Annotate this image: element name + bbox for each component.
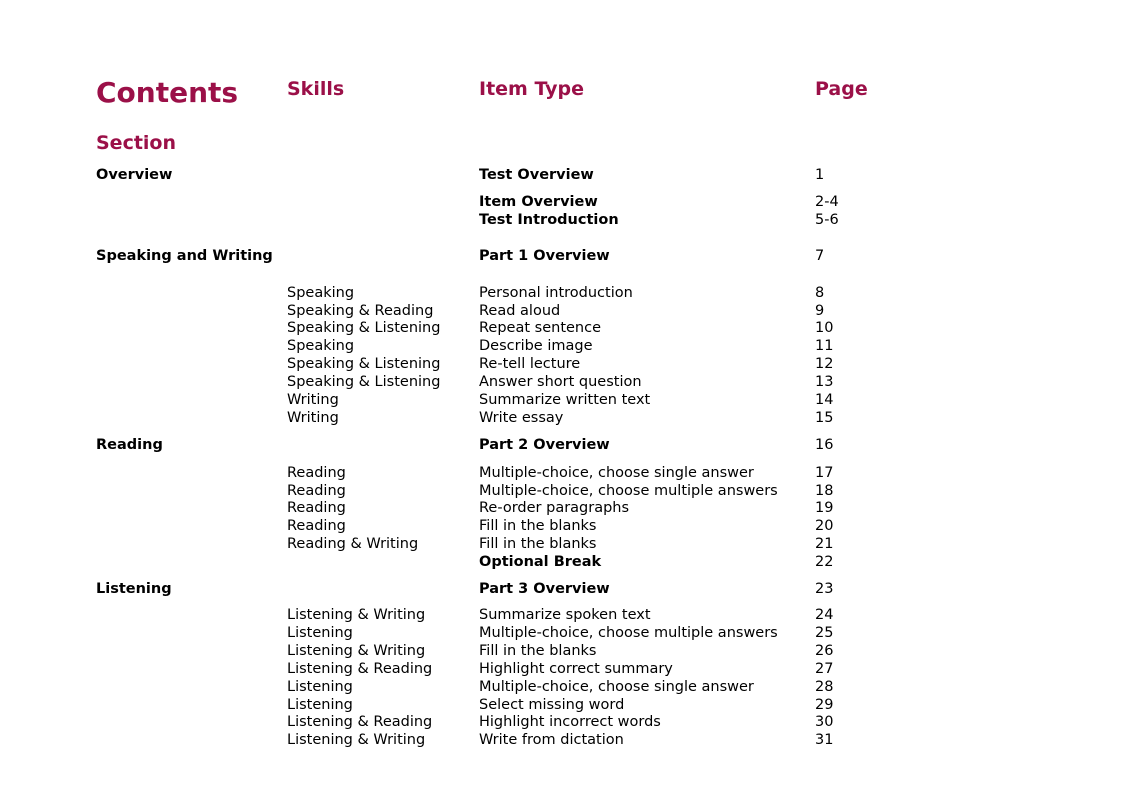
row-skill: Listening & Writing: [287, 732, 426, 748]
row-page-number: 30: [815, 714, 834, 730]
row-item-type: Part 2 Overview: [479, 437, 610, 453]
row-skill: Listening: [287, 625, 353, 641]
row-item-type: Read aloud: [479, 303, 561, 319]
row-page-number: 1: [815, 167, 825, 183]
row-section: Listening: [96, 581, 172, 597]
row-item-type: Multiple-choice, choose single answer: [479, 465, 754, 481]
row-page-number: 22: [815, 554, 834, 570]
row-item-type: Highlight incorrect words: [479, 714, 661, 730]
row-skill: Listening: [287, 679, 353, 695]
row-item-type: Multiple-choice, choose multiple answers: [479, 483, 778, 499]
row-section: Overview: [96, 167, 173, 183]
row-skill: Writing: [287, 392, 339, 408]
row-skill: Speaking & Reading: [287, 303, 434, 319]
row-item-type: Personal introduction: [479, 285, 633, 301]
row-item-type: Part 3 Overview: [479, 581, 610, 597]
row-item-type: Re-tell lecture: [479, 356, 581, 372]
row-page-number: 29: [815, 697, 834, 713]
row-item-type: Re-order paragraphs: [479, 500, 630, 516]
row-skill: Listening & Writing: [287, 607, 426, 623]
row-page-number: 26: [815, 643, 834, 659]
row-page-number: 8: [815, 285, 825, 301]
row-page-number: 31: [815, 732, 834, 748]
row-page-number: 24: [815, 607, 834, 623]
row-item-type: Fill in the blanks: [479, 643, 597, 659]
row-item-type: Write from dictation: [479, 732, 624, 748]
row-page-number: 17: [815, 465, 834, 481]
row-page-number: 5-6: [815, 212, 839, 228]
column-header-item-type: Item Type: [479, 78, 585, 100]
row-skill: Speaking & Listening: [287, 320, 441, 336]
row-skill: Reading: [287, 500, 346, 516]
row-item-type: Multiple-choice, choose multiple answers: [479, 625, 778, 641]
row-page-number: 10: [815, 320, 834, 336]
row-item-type: Optional Break: [479, 554, 602, 570]
row-page-number: 9: [815, 303, 825, 319]
row-item-type: Item Overview: [479, 194, 598, 210]
row-skill: Speaking: [287, 338, 355, 354]
row-item-type: Multiple-choice, choose single answer: [479, 679, 754, 695]
row-page-number: 25: [815, 625, 834, 641]
row-item-type: Fill in the blanks: [479, 518, 597, 534]
row-page-number: 13: [815, 374, 834, 390]
row-item-type: Test Overview: [479, 167, 594, 183]
row-skill: Reading: [287, 518, 346, 534]
column-header-skills: Skills: [287, 78, 345, 100]
row-skill: Speaking & Listening: [287, 356, 441, 372]
row-item-type: Summarize written text: [479, 392, 651, 408]
row-item-type: Answer short question: [479, 374, 642, 390]
page-title: Contents: [96, 76, 239, 109]
row-item-type: Write essay: [479, 410, 564, 426]
row-page-number: 18: [815, 483, 834, 499]
row-item-type: Fill in the blanks: [479, 536, 597, 552]
row-section: Speaking and Writing: [96, 248, 273, 264]
row-item-type: Part 1 Overview: [479, 248, 610, 264]
row-item-type: Describe image: [479, 338, 593, 354]
row-skill: Listening & Reading: [287, 714, 433, 730]
row-item-type: Select missing word: [479, 697, 625, 713]
row-page-number: 7: [815, 248, 825, 264]
row-page-number: 14: [815, 392, 834, 408]
row-skill: Speaking: [287, 285, 355, 301]
row-page-number: 27: [815, 661, 834, 677]
row-page-number: 20: [815, 518, 834, 534]
row-page-number: 21: [815, 536, 834, 552]
row-skill: Listening & Writing: [287, 643, 426, 659]
row-skill: Reading & Writing: [287, 536, 419, 552]
row-skill: Writing: [287, 410, 339, 426]
row-skill: Reading: [287, 483, 346, 499]
row-page-number: 16: [815, 437, 834, 453]
row-skill: Listening & Reading: [287, 661, 433, 677]
row-section: Reading: [96, 437, 163, 453]
row-skill: Speaking & Listening: [287, 374, 441, 390]
row-skill: Reading: [287, 465, 346, 481]
row-page-number: 11: [815, 338, 834, 354]
row-item-type: Highlight correct summary: [479, 661, 673, 677]
row-page-number: 28: [815, 679, 834, 695]
row-item-type: Summarize spoken text: [479, 607, 651, 623]
row-page-number: 15: [815, 410, 834, 426]
row-page-number: 23: [815, 581, 834, 597]
column-header-page: Page: [815, 78, 868, 100]
row-page-number: 12: [815, 356, 834, 372]
row-skill: Listening: [287, 697, 353, 713]
row-page-number: 19: [815, 500, 834, 516]
row-item-type: Test Introduction: [479, 212, 619, 228]
column-header-section: Section: [96, 132, 177, 154]
row-item-type: Repeat sentence: [479, 320, 602, 336]
row-page-number: 2-4: [815, 194, 839, 210]
